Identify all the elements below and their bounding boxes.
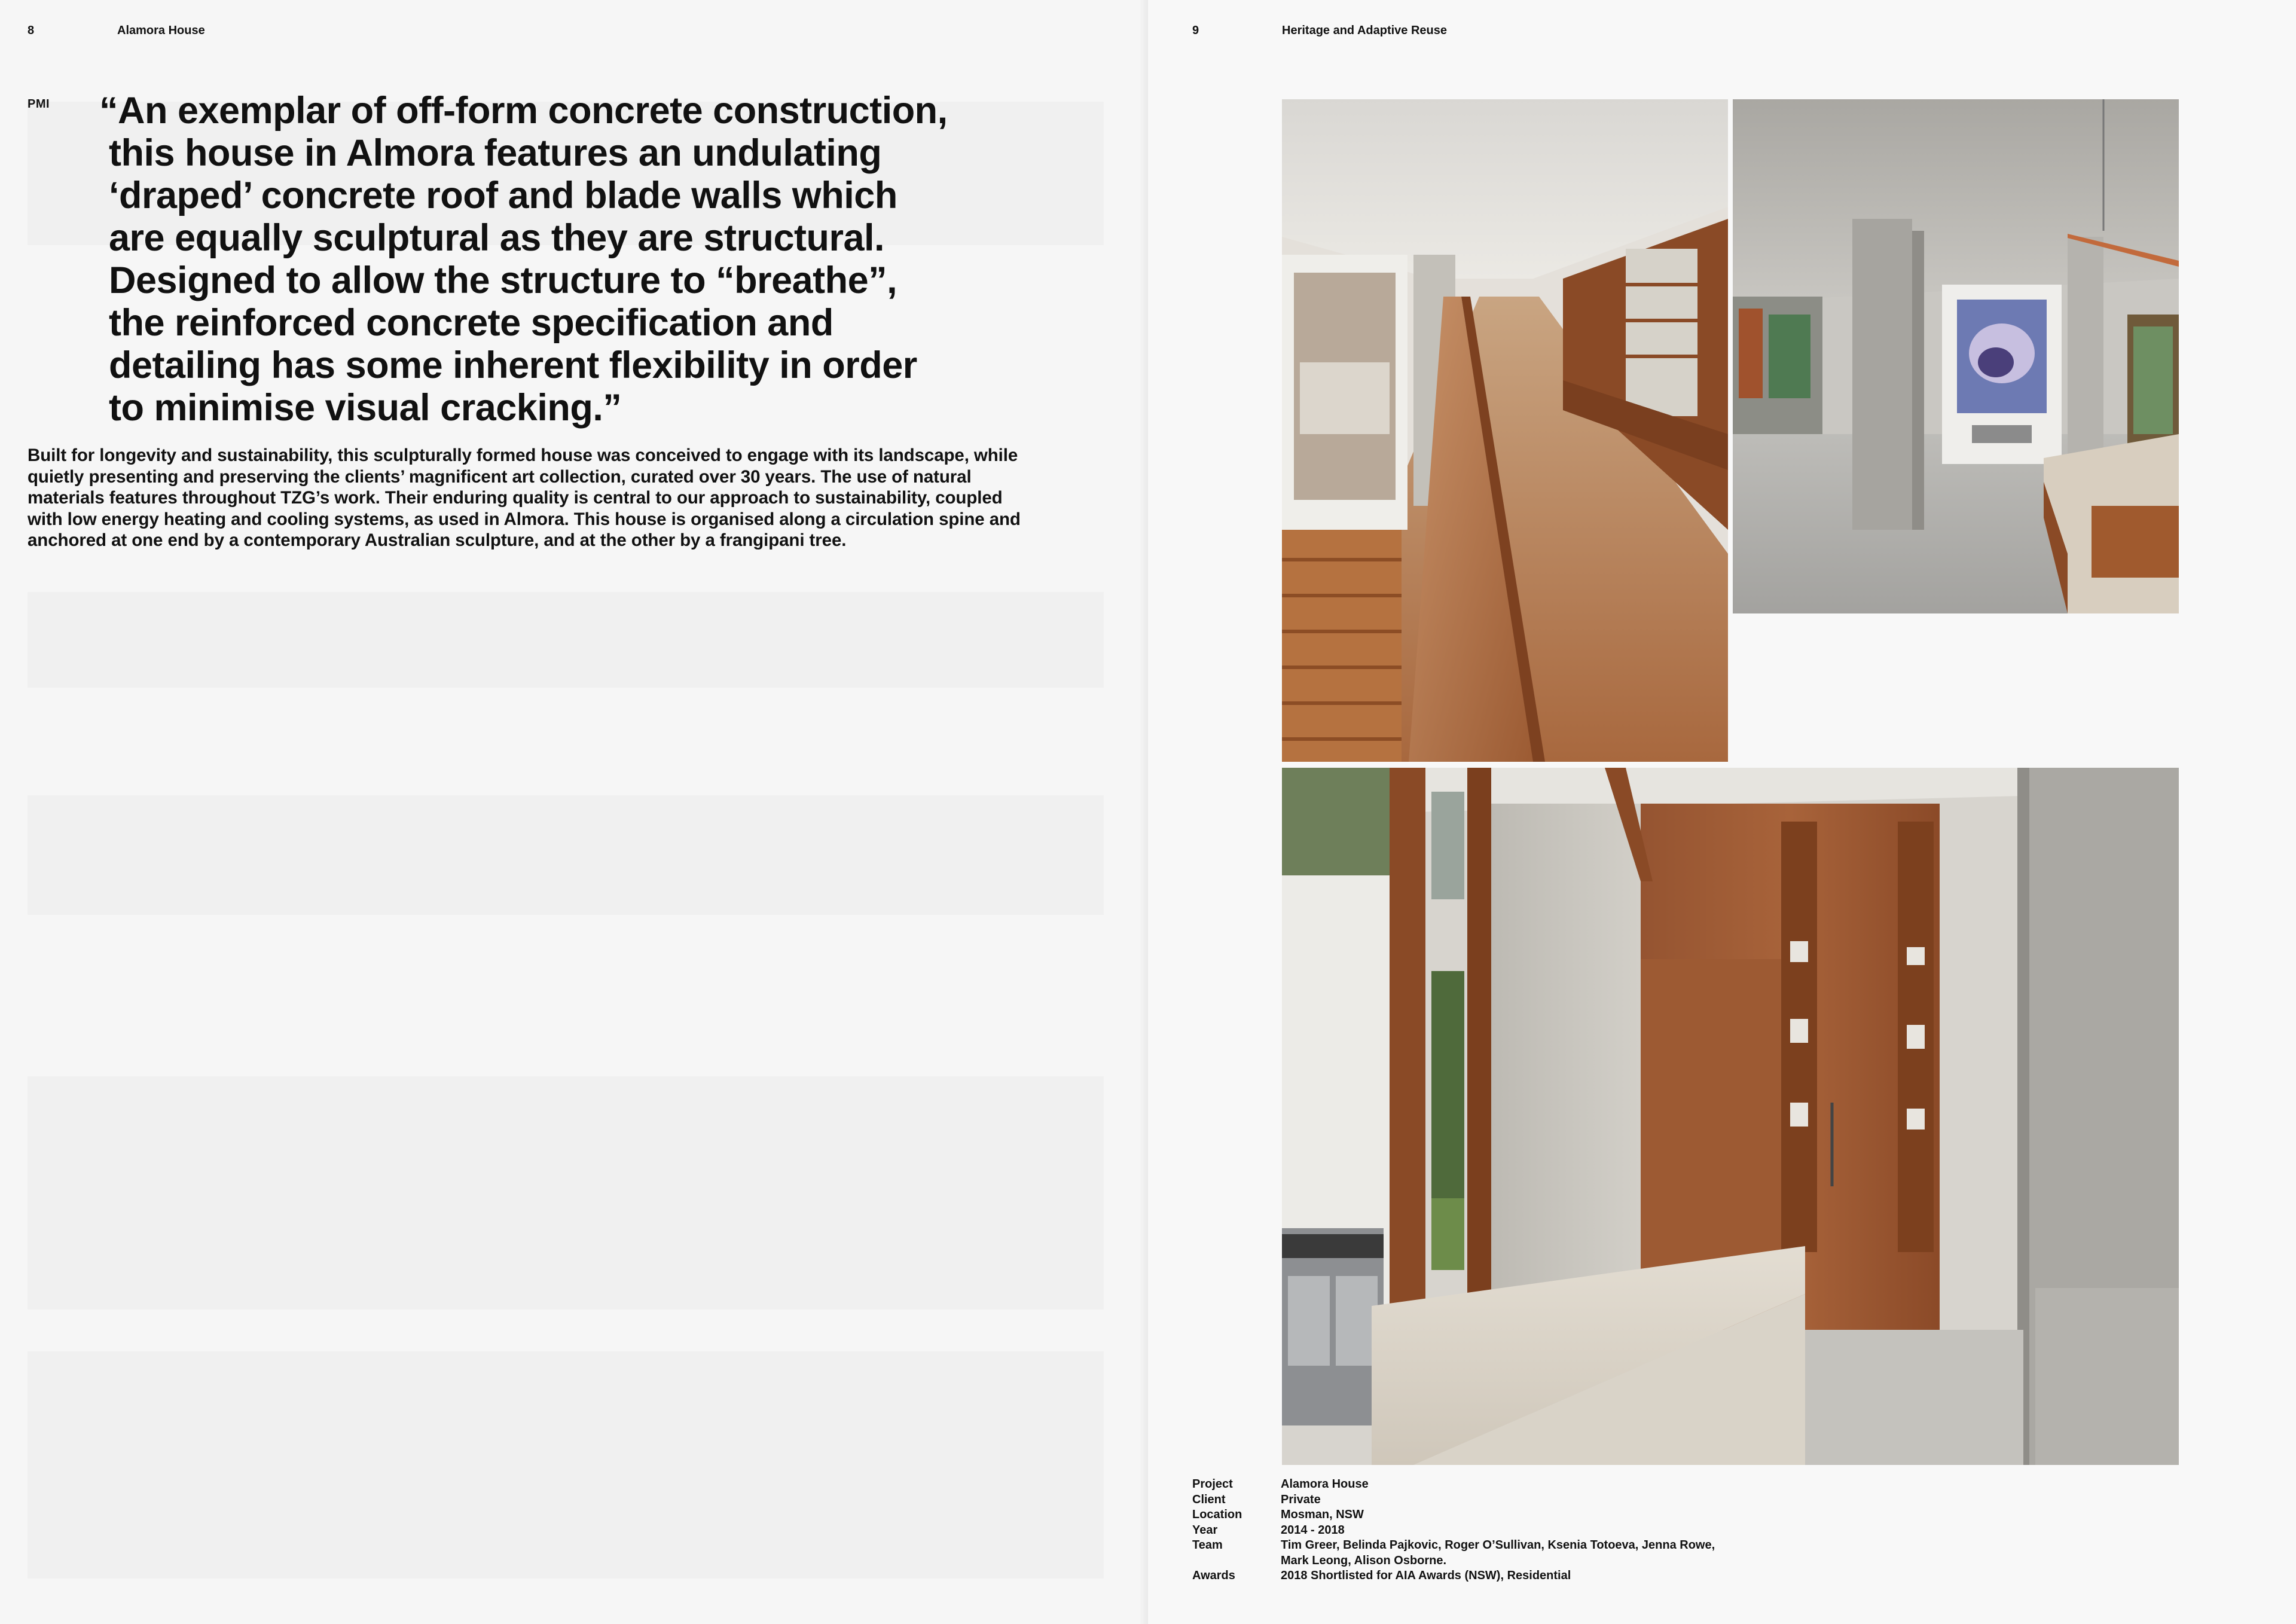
quote-line: Designed to allow the structure to “breathe”,: [109, 260, 897, 301]
gallery-photo: [1733, 99, 2179, 613]
body-paragraph: [28, 445, 1092, 551]
quote-line: ‘draped’ concrete roof and blade walls which: [109, 175, 897, 216]
quote-line: to minimise visual cracking.”: [109, 387, 622, 429]
body-line: with low energy heating and cooling systems, as used in Almora. This house is organised along a circulation spine and: [28, 509, 1021, 529]
meta-label: Location: [1192, 1508, 1242, 1521]
show-through: [28, 592, 1104, 688]
meta-label: Project: [1192, 1478, 1233, 1491]
meta-value: 2018 Shortlisted for AIA Awards (NSW), Residential: [1281, 1569, 1571, 1582]
location-row: [1192, 1507, 1747, 1523]
running-head: Heritage and Adaptive Reuse: [1282, 24, 1448, 37]
meta-value: Mosman, NSW: [1281, 1508, 1364, 1521]
meta-value: [1281, 1538, 1747, 1568]
quote-line: “An exemplar of off-form concrete construction,: [99, 90, 948, 132]
section-tag: PMI: [28, 97, 50, 111]
pull-quote: [99, 90, 1018, 429]
team-line: Mark Leong, Alison Osborne.: [1281, 1553, 1447, 1567]
kitchen-photo-image: [1282, 768, 2179, 1465]
body-line: materials features throughout TZG’s work. Their enduring quality is central to our approach to sustainability, coupled: [28, 488, 1003, 508]
meta-value: Alamora House: [1281, 1478, 1369, 1491]
meta-label: Team: [1192, 1538, 1223, 1552]
kitchen-photo: [1282, 768, 2179, 1465]
body-line: quietly presenting and preserving the clients’ magnificent art collection, curated over 30 years. The use of natural: [28, 466, 972, 487]
corridor-photo: [1282, 99, 1728, 762]
show-through: [28, 1351, 1104, 1579]
awards-row: [1192, 1568, 1747, 1584]
show-through: [28, 795, 1104, 915]
team-row: [1192, 1538, 1747, 1568]
quote-line: are equally sculptural as they are structural.: [109, 217, 885, 259]
body-line: Built for longevity and sustainability, this sculpturally formed house was conceived to engage with its landscape, while: [28, 445, 1018, 465]
year-row: [1192, 1523, 1747, 1538]
corridor-photo-image: [1282, 99, 1728, 762]
team-line: Tim Greer, Belinda Pajkovic, Roger O’Sullivan, Ksenia Totoeva, Jenna Rowe,: [1281, 1538, 1715, 1552]
meta-value: 2014 - 2018: [1281, 1523, 1345, 1537]
quote-line: this house in Almora features an undulating: [109, 132, 882, 174]
meta-label: Client: [1192, 1492, 1226, 1506]
project-row: [1192, 1477, 1747, 1492]
show-through: [28, 1076, 1104, 1309]
meta-label: Year: [1192, 1523, 1218, 1537]
client-row: [1192, 1492, 1747, 1508]
quote-line: the reinforced concrete specification and: [109, 302, 833, 344]
meta-value: Private: [1281, 1492, 1321, 1506]
page-number: 8: [28, 24, 35, 37]
gallery-photo-image: [1733, 99, 2179, 613]
page-number: 9: [1192, 24, 1199, 37]
project-info-table: [1192, 1477, 1747, 1584]
quote-line: detailing has some inherent flexibility in order: [109, 344, 917, 386]
running-head: Alamora House: [117, 24, 205, 37]
meta-label: Awards: [1192, 1569, 1235, 1582]
body-line: anchored at one end by a contemporary Australian sculpture, and at the other by a frangipani tree.: [28, 530, 847, 550]
